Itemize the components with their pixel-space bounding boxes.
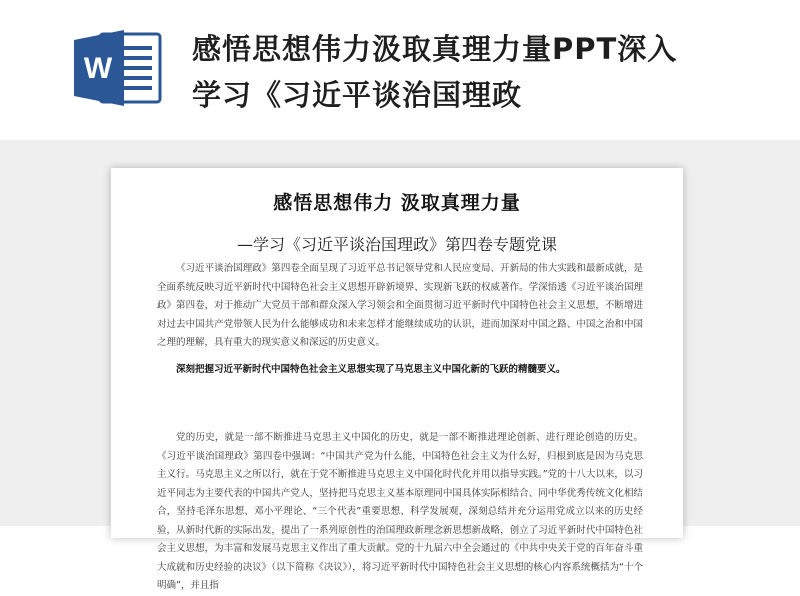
intro-paragraph: 《习近平谈治国理政》第四卷全面呈现了习近平总书记领导党和人民应变局、开新局的伟大实践和最新成就，是全面系统反映习近平新时代中国特色社会主义思想开辟新境界、实现新飞跃的权威著作。学深悟透《习近平谈治国理政》第四卷，对于推动广大党员干部和群众深入学习领会和全面贯彻习近平新时代中国特色社会主义思想，不断增进对过去中国共产党带领人民为什么能够成功和未来怎样才能继续成功的认识，进而加深对中国之路、中国之治和中国之理的理解，具有重大的现实意义和深远的历史意义。 <box>157 263 643 348</box>
word-icon <box>74 30 164 106</box>
document-page <box>111 168 683 591</box>
section-heading: 深刻把握习近平新时代中国特色社会主义思想实现了马克思主义中国化新的飞跃的精髓要义。 <box>176 364 566 375</box>
word-icon-letter: W <box>83 52 113 85</box>
document-title: 感悟思想伟力 汲取真理力量 <box>273 192 521 214</box>
document-subtitle: —学习《习近平谈治国理政》第四卷专题党课 <box>236 235 557 254</box>
header-banner <box>0 0 800 140</box>
page-title: 感悟思想伟力汲取真理力量PPT深入学习《习近平谈治国理政 <box>192 32 678 112</box>
body-paragraph: 党的历史，就是一部不断推进马克思主义中国化的历史，就是一部不断推进理论创新、进行理论创造的历史。《习近平谈治国理政》第四卷中强调：“中国共产党为什么能，中国特色社会主义为什么好，归根到底是因为马克思主义行。马克思主义之所以行，就在于党不断推进马克思主义中国化时代化并用以指导实践。”党的十八大以来，以习近平同志为主要代表的中国共产党人，坚持把马克思主义基本原理同中国具体实际相结合、同中华优秀传统文化相结合，坚持毛泽东思想、邓小平理论、“三个代表”重要思想、科学发展观，深刻总结并充分运用党成立以来的历史经验，从新时代新的实际出发，提出了一系列原创性的治国理政新理念新思想新战略，创立了习近平新时代中国特色社会主义思想，为丰富和发展马克思主义作出了重大贡献。党的十九届六中全会通过的《中共中央关于党的百年奋斗重大成就和历史经验的决议》（以下简称《决议》），将习近平新时代中国特色社会主义思想的核心内容系统概括为“十个明确”，并且指 <box>157 432 643 591</box>
